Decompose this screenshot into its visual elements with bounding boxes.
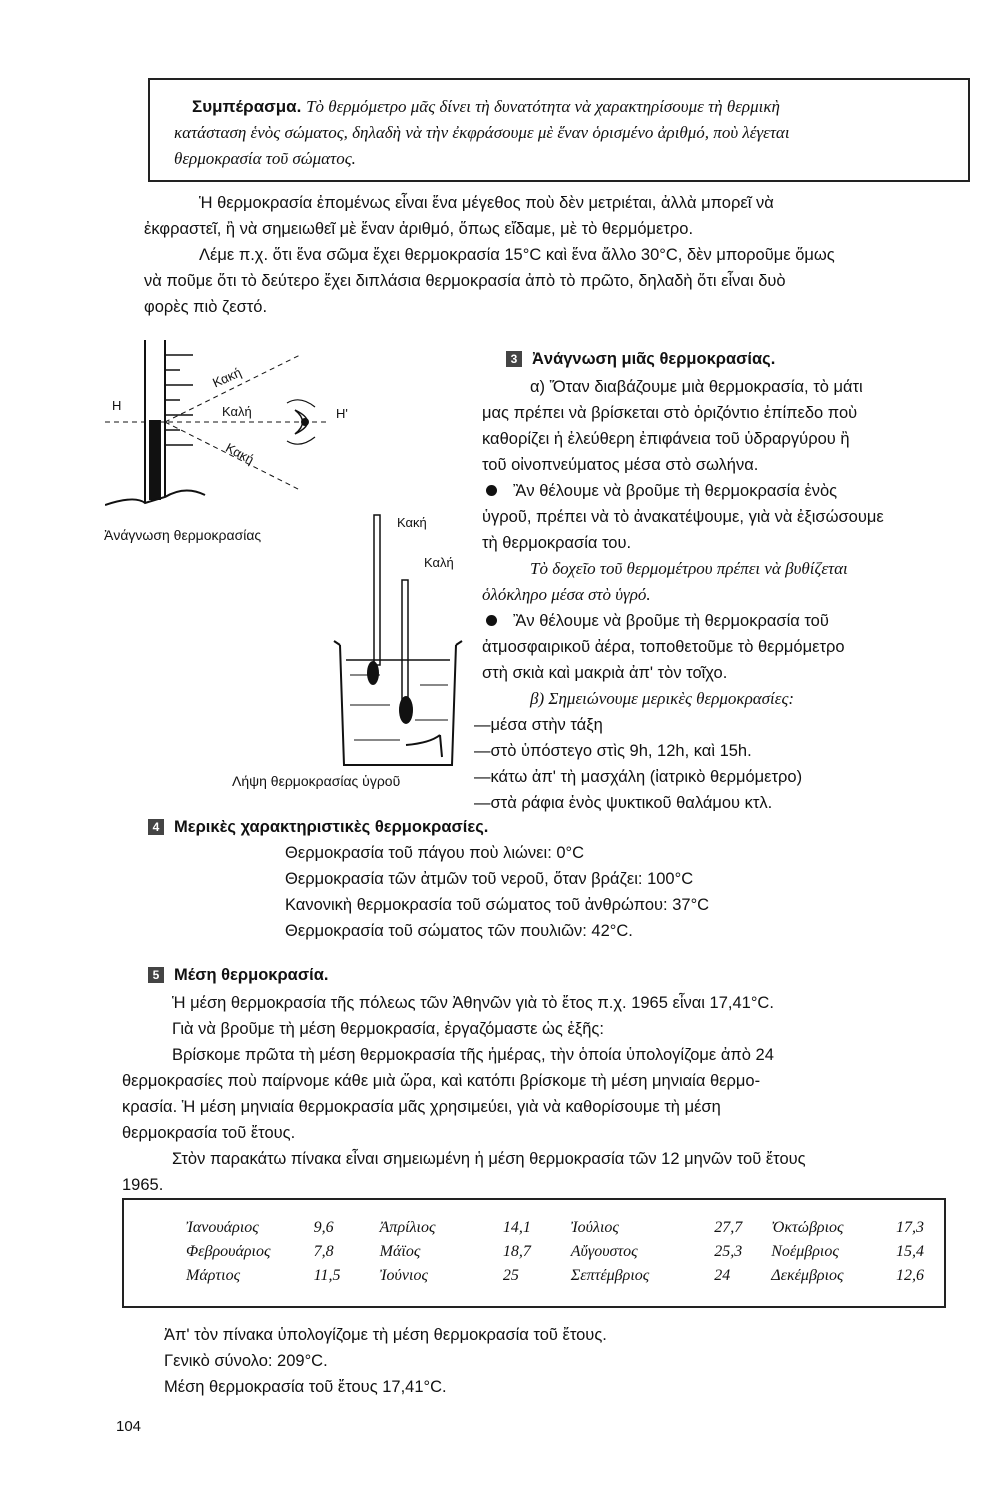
- characteristic-temperature: Θερμοκρασία τοῦ σώματος τῶν πουλιῶν: 42°C.: [285, 922, 633, 940]
- label-wrong-top: Κακή: [210, 364, 244, 391]
- summary-line: Μέση θερμοκρασία τοῦ ἔτους 17,41°C.: [164, 1378, 447, 1396]
- section3-a-line: α) Ὅταν διαβάζουμε μιὰ θερμοκρασία, τὸ μάτι: [530, 378, 863, 396]
- intro-line: νὰ ποῦμε ὅτι τὸ δεύτερο ἔχει διπλάσια θερμοκρασία ἀπὸ τὸ πρῶτο, δηλαδὴ ὅτι εἶναι δυὸ: [144, 272, 786, 290]
- monthly-temperature-table: [186, 1216, 944, 1288]
- table-row: [186, 1216, 944, 1240]
- month-name: Μάϊος: [379, 1243, 421, 1260]
- label-wrong-bottom: Κακή: [223, 439, 257, 468]
- month-temperature: 9,6: [313, 1219, 334, 1236]
- month-name: Ἀπρίλιος: [379, 1219, 436, 1236]
- section3-b-line: —στὰ ράφια ἑνὸς ψυκτικοῦ θαλάμου κτλ.: [474, 794, 773, 812]
- intro-line: Λέμε π.χ. ὅτι ἕνα σῶμα ἔχει θερμοκρασία 15°C καὶ ἕνα ἄλλο 30°C, δὲν μποροῦμε ὅμως: [199, 246, 835, 264]
- month-name: Νοέμβριος: [771, 1243, 839, 1260]
- label-good: Καλή: [222, 404, 252, 419]
- month-name: Ἰούλιος: [570, 1219, 619, 1236]
- section3-bullet1-line: τὴ θερμοκρασία του.: [482, 534, 632, 552]
- month-temperature: 18,7: [502, 1243, 531, 1260]
- conclusion-line3: θερμοκρασία τοῦ σώματος.: [174, 149, 356, 168]
- month-temperature: 7,8: [313, 1243, 334, 1260]
- section3-b-line: —κάτω ἀπ' τὴ μασχάλη (ἰατρικὸ θερμόμετρο): [474, 768, 803, 786]
- conclusion-box: [148, 78, 970, 182]
- section4-list: [285, 840, 945, 944]
- section3-bullet2-line: Ἂν θέλουμε νὰ βροῦμε τὴ θερμοκρασία τοῦ: [513, 612, 829, 630]
- month-temperature: 25,3: [714, 1243, 743, 1260]
- section5-heading: [148, 962, 948, 988]
- section5-line: θερμοκρασία τοῦ ἔτους.: [122, 1124, 296, 1142]
- section5-title: Μέση θερμοκρασία.: [174, 966, 329, 984]
- label-h-prime: Η': [336, 406, 348, 421]
- label-h: Η: [112, 398, 122, 413]
- table-row: [186, 1240, 944, 1264]
- section3-b-line: —στὸ ὑπόστεγο στὶς 9h, 12h, καὶ 15h.: [474, 742, 752, 760]
- conclusion-line2: κατάσταση ἑνὸς σώματος, δηλαδὴ νὰ τὴν ἐκφράσουμε μὲ ἕναν ὁρισμένο ἀριθμό, ποὺ λέγεται: [174, 123, 790, 142]
- month-temperature: 14,1: [502, 1219, 531, 1236]
- label-good-liquid: Καλή: [424, 555, 454, 570]
- section4-title: Μερικὲς χαρακτηριστικὲς θερμοκρασίες.: [174, 818, 489, 836]
- section3-bullet1-line: Ἂν θέλουμε νὰ βροῦμε τὴ θερμοκρασία ἑνὸς: [513, 482, 838, 500]
- section5-line: θερμοκρασίες ποὺ παίρνομε κάθε μιὰ ὥρα, καὶ κατόπι βρίσκομε τὴ μέση μηνιαία θερμο-: [122, 1072, 761, 1090]
- section3-number: 3: [506, 351, 522, 367]
- section5-line: κρασία. Ἡ μέση μηνιαία θερμοκρασία μᾶς χρησιμεύει, γιὰ νὰ καθορίσουμε τὴ μέση: [122, 1098, 721, 1116]
- summary: [164, 1322, 924, 1400]
- intro-line: φορὲς πιὸ ζεστό.: [144, 298, 268, 316]
- section3-a: [474, 374, 976, 816]
- section4-number: 4: [148, 819, 164, 835]
- month-name: Ἰανουάριος: [186, 1219, 259, 1236]
- section5-line: Γιὰ νὰ βροῦμε τὴ μέση θερμοκρασία, ἐργαζόμαστε ὡς ἑξῆς:: [172, 1020, 604, 1038]
- liquid-temperature-figure: [330, 505, 470, 775]
- section5-paragraph: [122, 990, 972, 1198]
- section5-number: 5: [148, 967, 164, 983]
- figure2-caption: Λήψη θερμοκρασίας ὑγροῦ: [232, 773, 401, 789]
- summary-line: Ἀπ' τὸν πίνακα ὑπολογίζομε τὴ μέση θερμοκρασία τοῦ ἔτους.: [164, 1326, 607, 1344]
- section3-italic-line: Τὸ δοχεῖο τοῦ θερμομέτρου πρέπει νὰ βυθίζεται: [530, 559, 848, 578]
- intro-line: ἐκφραστεῖ, ἢ νὰ σημειωθεῖ μὲ ἕναν ἀριθμό, ὅπως εἴδαμε, μὲ τὸ θερμόμετρο.: [144, 220, 694, 238]
- section5-line: Βρίσκομε πρῶτα τὴ μέση θερμοκρασία τῆς ἡμέρας, τὴν ὁποία ὑπολογίζομε ἀπὸ 24: [172, 1046, 774, 1064]
- month-temperature: 27,7: [714, 1219, 743, 1236]
- section3-title: Ἀνάγνωση μιᾶς θερμοκρασίας.: [532, 350, 776, 368]
- section3-a-line: τοῦ οἰνοπνεύματος μέσα στὸ σωλήνα.: [482, 456, 759, 474]
- section4-heading: [148, 814, 948, 840]
- characteristic-temperature: Κανονικὴ θερμοκρασία τοῦ σώματος τοῦ ἀνθρώπου: 37°C: [285, 896, 710, 914]
- month-temperature: 25: [502, 1267, 519, 1284]
- month-name: Ὀκτώβριος: [771, 1219, 844, 1236]
- bullet-1: [486, 485, 497, 496]
- section5-line: Ἡ μέση θερμοκρασία τῆς πόλεως τῶν Ἀθηνῶν γιὰ τὸ ἔτος π.χ. 1965 εἶναι 17,41°C.: [172, 994, 774, 1012]
- characteristic-temperature: Θερμοκρασία τοῦ πάγου ποὺ λιώνει: 0°C: [285, 844, 585, 862]
- month-name: Ἰούνιος: [379, 1267, 428, 1284]
- month-temperature: 15,4: [895, 1243, 924, 1260]
- section3-b-heading: β) Σημειώνουμε μερικὲς θερμοκρασίες:: [530, 689, 795, 708]
- month-temperature: 11,5: [313, 1267, 341, 1284]
- section3-bullet2-line: στὴ σκιὰ καὶ μακριὰ ἀπ' τὸν τοῖχο.: [482, 664, 728, 682]
- conclusion-line1: Τὸ θερμόμετρο μᾶς δίνει τὴ δυνατότητα νὰ χαρακτηρίσουμε τὴ θερμικὴ: [306, 97, 780, 116]
- characteristic-temperature: Θερμοκρασία τῶν ἀτμῶν τοῦ νεροῦ, ὅταν βράζει: 100°C: [285, 870, 694, 888]
- intro-line: Ἡ θερμοκρασία ἐπομένως εἶναι ἕνα μέγεθος ποὺ δὲν μετριέται, ἀλλὰ μπορεῖ νὰ: [199, 194, 774, 212]
- month-name: Αὔγουστος: [570, 1243, 638, 1260]
- section3-a-line: μας πρέπει νὰ βρίσκεται στὸ ὁριζόντιο ἐπίπεδο ποὺ: [482, 404, 858, 422]
- bullet-2: [486, 615, 497, 626]
- conclusion-text: [174, 94, 962, 172]
- month-name: Σεπτέμβριος: [570, 1267, 650, 1284]
- conclusion-heading: Συμπέρασμα.: [192, 97, 302, 116]
- table-row: [186, 1264, 944, 1288]
- section3-a-line: καθορίζει ἡ ἐλεύθερη ἐπιφάνεια τοῦ ὑδραργύρου ἢ: [482, 430, 850, 448]
- figure1-caption: Ἀνάγνωση θερμοκρασίας: [104, 527, 262, 543]
- month-temperature: 12,6: [895, 1267, 924, 1284]
- intro-paragraph: [144, 190, 974, 320]
- label-wrong-liquid: Κακή: [397, 515, 427, 530]
- section5-line: Στὸν παρακάτω πίνακα εἶναι σημειωμένη ἡ μέση θερμοκρασία τῶν 12 μηνῶν τοῦ ἔτους: [172, 1150, 806, 1168]
- month-temperature: 17,3: [895, 1219, 924, 1236]
- page-number: 104: [116, 1418, 142, 1435]
- section3-italic-line: ὁλόκληρο μέσα στὸ ὑγρό.: [482, 585, 651, 604]
- month-name: Μάρτιος: [186, 1267, 241, 1284]
- summary-line: Γενικὸ σύνολο: 209°C.: [164, 1352, 328, 1370]
- section3-b-line: —μέσα στὴν τάξη: [474, 716, 603, 734]
- section3-bullet1-line: ὑγροῦ, πρέπει νὰ τὸ ἀνακατέψουμε, γιὰ νὰ ἐξισώσουμε: [482, 508, 884, 526]
- month-temperature: 24: [714, 1267, 731, 1284]
- section3-heading: [506, 346, 976, 372]
- monthly-temperature-box: [122, 1198, 946, 1308]
- section3-bullet2-line: ἀτμοσφαιρικοῦ ἀέρα, τοποθετοῦμε τὸ θερμόμετρο: [482, 638, 845, 656]
- month-name: Φεβρουάριος: [186, 1243, 271, 1260]
- section5-line: 1965.: [122, 1176, 164, 1194]
- thermometer-reading-figure: [105, 335, 355, 515]
- month-name: Δεκέμβριος: [771, 1267, 844, 1284]
